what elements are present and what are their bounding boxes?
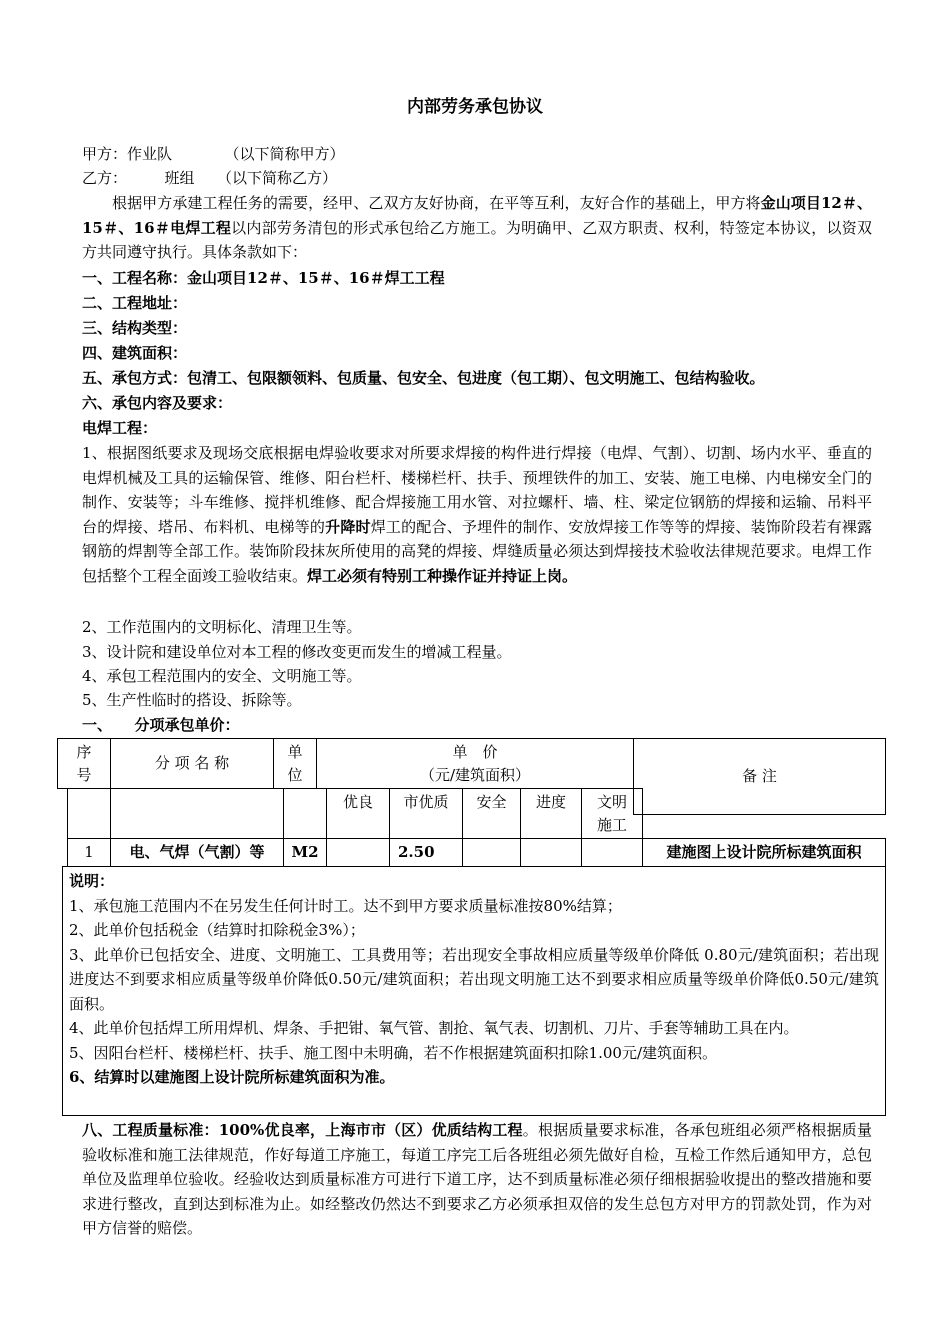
section-1: 一、工程名称：金山项目12＃、15＃、16＃焊工工程 <box>82 269 445 287</box>
sub-empty-1 <box>67 788 111 839</box>
header-name: 分 项 名 称 <box>110 738 274 789</box>
sub-empty-2 <box>110 788 284 839</box>
intro-paragraph <box>82 191 872 265</box>
section-4: 四、建筑面积： <box>82 344 188 362</box>
header-price-unit: （元/建筑面积） <box>419 765 531 784</box>
header-note: 备 注 <box>633 738 886 815</box>
party-a: 甲方：作业队 （以下简称甲方） <box>82 145 345 163</box>
row-empty-civilized <box>581 838 643 867</box>
item-3: 3、设计院和建设单位对本工程的修改变更而发生的增减工程量。 <box>82 643 512 661</box>
item-1-bold: 升降时 <box>325 517 371 536</box>
item-1-bold-2: 焊工必须有特别工种操作证并持证上岗。 <box>307 566 578 585</box>
intro-project: 金山项目12＃、15＃、16＃电焊工程 <box>82 194 873 237</box>
item-4: 4、承包工程范围内的安全、文明施工等。 <box>82 667 362 685</box>
note-5: 5、因阳台栏杆、楼梯栏杆、扶手、施工图中未明确，若不作根据建筑面积扣除1.00元/建筑面积。 <box>69 1043 717 1062</box>
section-2: 二、工程地址： <box>82 294 188 312</box>
row-price: 2.50 <box>389 838 463 867</box>
item-2: 2、工作范围内的文明标化、清理卫生等。 <box>82 618 362 636</box>
sub-header-excellent: 优良 <box>326 788 390 839</box>
section-8-text: 。根据质量要求标准，各承包班组必须严格根据质量验收标准和施工法律规范，作好每道工序施工，每道工序完工后各班组必须先做好自检，互检工作然后通知甲方，总包单位及监理单位验收。经验收达到质量标准方可进行下道工序，达不到质量标准必须仔细根据验收提出的整改措施和要求进行整改，直到达到标准为止。如经整改仍然达不到要求乙方必须承担双倍的发生总包方对甲方的罚款处罚，作为对甲方信誉的赔偿。 <box>82 1121 872 1237</box>
header-unit: 单位 <box>273 738 317 789</box>
section-8 <box>82 1118 872 1241</box>
note-2: 2、此单价包括税金（结算时扣除税金3%）； <box>69 921 365 939</box>
sub-header-city-quality: 市优质 <box>389 788 463 839</box>
notes-box <box>62 866 886 1116</box>
sub-header-progress: 进度 <box>520 788 582 839</box>
sub-empty-3 <box>283 788 327 839</box>
item-1 <box>82 441 872 588</box>
section-7: 一、 分项承包单价： <box>82 716 240 734</box>
note-4: 4、此单价包括焊工所用焊机、焊条、手把钳、氧气管、割抢、氧气表、切割机、刀片、手套等辅助工具在内。 <box>69 1019 799 1037</box>
intro-text-1: 根据甲方承建工程任务的需要，经甲、乙双方友好协商，在平等互利，友好合作的基础上，甲方将 <box>112 194 761 212</box>
note-3: 3、此单价已包括安全、进度、文明施工、工具费用等；若出现安全事故相应质量等级单价降低 0.80元/建筑面积；若出现进度达不到要求相应质量等级单价降低0.50元/建筑面积；若出现文明施工达不到要求相应质量等级单价降低0.50元/建筑面积。 <box>69 945 879 1013</box>
sub-header-safety: 安全 <box>462 788 521 839</box>
item-1-text-a: 1、根据图纸要求及现场交底根据电焊验收要求对所要求焊接的构件进行焊接（电焊、气割）、切割、场内水平、垂直的电焊机械及工具的运输保管、维修、阳台栏杆、楼梯栏杆、扶手、预埋铁件的加工、安装、施工电梯、内电梯安全门的制作、安装等；斗车维修、搅拌机维修、配合焊接施工用水管、对拉螺杆、墙、柱、梁定位钢筋的焊接和运输、吊料平台的焊接、塔吊、布料机、电梯等的 <box>82 444 872 536</box>
section-3: 三、结构类型： <box>82 319 188 337</box>
row-unit: M2 <box>283 838 327 867</box>
header-no: 序号 <box>57 738 111 789</box>
row-note: 建施图上设计院所标建筑面积 <box>642 838 886 867</box>
item-5: 5、生产性临时的搭设、拆除等。 <box>82 691 302 709</box>
row-empty-excellent <box>326 838 390 867</box>
header-price-label: 单 价 <box>452 742 498 761</box>
note-6: 6、结算时以建施图上设计院所标建筑面积为准。 <box>69 1068 395 1086</box>
sub-header-civilized: 文明施工 <box>581 788 643 839</box>
item-1-text-b: 焊工的配合、予埋件的制作、安放焊接工作等等的焊接、装饰阶段若有裸露钢筋的焊割等全部工作。装饰阶段抹灰所使用的高凳的焊接、焊缝质量必须达到焊接技术验收法律规范要求。电焊工作包括整个工程全面竣工验收结束。 <box>82 517 872 585</box>
row-name: 电、气焊（气割）等 <box>110 838 284 867</box>
intro-text-2: 以内部劳务清包的形式承包给乙方施工。为明确甲、乙双方职责、权利，特签定本协议，以资双方共同遵守执行。具体条款如下： <box>82 218 872 261</box>
document-title: 内部劳务承包协议 <box>407 97 543 117</box>
note-1: 1、承包施工范围内不在另发生任何计时工。达不到甲方要求质量标准按80%结算； <box>69 896 622 915</box>
notes-heading: 说明： <box>69 872 115 890</box>
row-empty-progress <box>520 838 582 867</box>
weld-heading: 电焊工程： <box>82 419 158 437</box>
section-8-heading: 八、工程质量标准：100%优良率，上海市市（区）优质结构工程 <box>82 1121 523 1139</box>
row-empty-safety <box>462 838 521 867</box>
header-price <box>316 738 634 789</box>
party-b: 乙方： 班组 （以下简称乙方） <box>82 169 338 187</box>
section-5: 五、承包方式：包清工、包限额领料、包质量、包安全、包进度（包工期）、包文明施工、包结构验收。 <box>82 369 765 387</box>
row-no: 1 <box>67 838 111 867</box>
section-6: 六、承包内容及要求： <box>82 394 233 412</box>
